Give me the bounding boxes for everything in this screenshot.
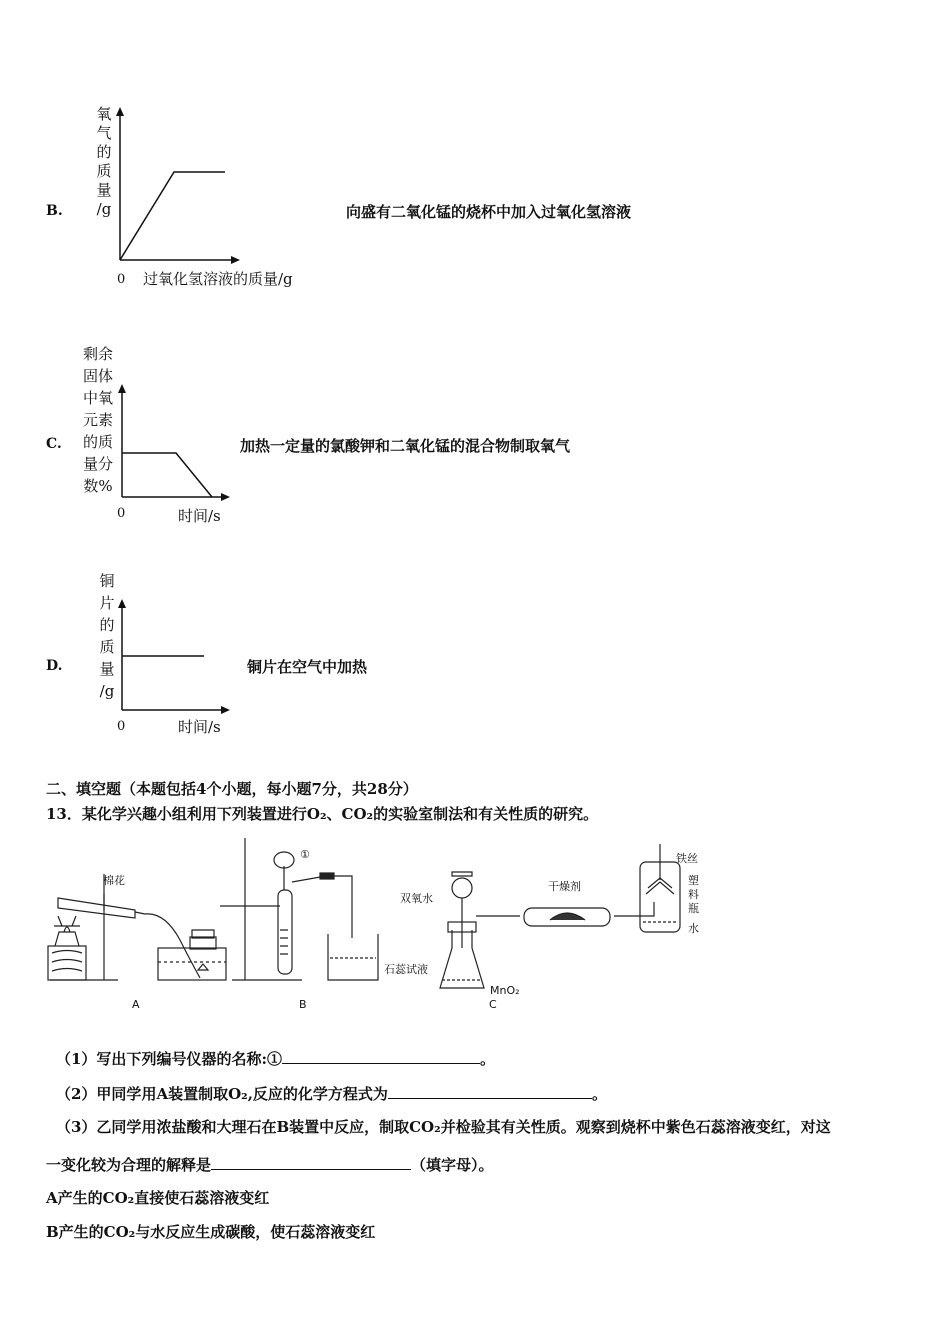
label-mno2: MnO₂	[490, 984, 520, 997]
y-axis-label-part: 数%	[83, 477, 113, 495]
y-axis-label-part: 的	[99, 616, 115, 634]
graph-b-plot	[110, 105, 250, 270]
x-axis-arrow	[221, 706, 230, 714]
graph-description: 加热一定量的氯酸钾和二氧化锰的混合物制取氧气	[240, 437, 571, 455]
flame	[64, 927, 70, 932]
sub-question-2-end: 。	[591, 1085, 607, 1103]
delivery-tube-b	[292, 876, 352, 938]
label-apparatus-b: B	[299, 998, 307, 1011]
apparatus-b	[220, 838, 378, 980]
y-axis-label-part: 中氧	[82, 389, 113, 407]
apparatus-drawing	[40, 838, 730, 1018]
label-apparatus-a: A	[132, 998, 140, 1011]
y-axis-label-part: 片	[99, 594, 115, 612]
sub-question-3-end: （填字母）。	[411, 1156, 494, 1174]
graph-c-plot	[112, 380, 237, 505]
origin-label: 0	[117, 272, 126, 287]
answer-blank-1[interactable]	[282, 1047, 480, 1064]
sub-question-1-text: （1）写出下列编号仪器的名称:①	[56, 1050, 282, 1068]
x-axis-arrow	[221, 493, 230, 501]
y-axis-label-part: /g	[99, 682, 115, 700]
label-cotton: 棉花	[103, 874, 125, 887]
label-circle-1: ①	[300, 848, 310, 861]
sub-question-1	[56, 1047, 495, 1069]
section-title: 二、填空题（本题包括4个小题，每小题7分，共28分）	[46, 780, 418, 798]
sub-question-3-line-2	[46, 1153, 494, 1175]
label-apparatus-c: C	[489, 998, 497, 1011]
label-h2o2: 双氧水	[400, 892, 433, 905]
y-axis-label-part: 量	[99, 660, 115, 678]
y-axis-arrow	[116, 107, 124, 116]
question-13-stem: 13．某化学兴趣小组利用下列装置进行O₂、CO₂的实验室制法和有关性质的研究。	[46, 805, 599, 823]
label-plastic-bottle	[688, 874, 702, 916]
label-iron-wire: 铁丝	[676, 852, 698, 865]
collecting-bottle	[190, 937, 216, 949]
label-water: 水	[688, 922, 699, 935]
x-axis-arrow	[231, 256, 240, 264]
beaker	[328, 934, 378, 980]
y-axis-label-part: 气	[96, 124, 112, 142]
sub-question-2-text: （2）甲同学用A装置制取O₂,反应的化学方程式为	[56, 1085, 388, 1103]
x-axis-label: 过氧化氢溶液的质量/g	[143, 270, 293, 288]
apparatus-figure	[40, 838, 730, 1018]
y-axis-arrow	[118, 384, 126, 393]
y-axis-label-part: 的质	[82, 433, 113, 451]
answer-blank-3[interactable]	[211, 1153, 411, 1170]
option-label: B.	[46, 203, 63, 219]
y-axis-arrow	[118, 599, 126, 608]
delivery-tube-a	[145, 914, 200, 978]
curve-line	[120, 172, 225, 260]
label-desiccant: 干燥剂	[548, 880, 581, 893]
y-axis-label-part: /g	[96, 200, 112, 218]
graph-d-plot	[112, 595, 237, 720]
y-axis-label-part: 质	[99, 638, 115, 656]
choice-a: A产生的CO₂直接使石蕊溶液变红	[46, 1189, 270, 1207]
choice-b: B产生的CO₂与水反应生成碳酸，使石蕊溶液变红	[46, 1223, 376, 1241]
option-label: D.	[46, 658, 63, 674]
sub-question-3-line-1: （3）乙同学用浓盐酸和大理石在B装置中反应，制取CO₂并检验其有关性质。观察到烧杯中紫色石蕊溶液变红，对这	[56, 1118, 831, 1136]
y-axis-label-part: 质	[96, 162, 112, 180]
answer-blank-2[interactable]	[388, 1082, 592, 1099]
origin-label: 0	[117, 506, 126, 521]
graph-description: 铜片在空气中加热	[247, 658, 368, 676]
y-axis-label-part: 铜	[99, 572, 115, 590]
test-tube-a	[58, 898, 135, 918]
y-axis-label-part: 量分	[82, 455, 113, 473]
h2o2-funnel	[452, 878, 472, 898]
sub-question-1-end: 。	[479, 1050, 495, 1068]
apparatus-a	[48, 874, 226, 980]
x-axis-label: 时间/s	[178, 507, 221, 525]
graph-description: 向盛有二氧化锰的烧杯中加入过氧化氢溶液	[346, 203, 632, 221]
curve-line	[122, 453, 212, 497]
sub-question-2	[56, 1082, 607, 1104]
separatory-funnel	[274, 852, 294, 868]
alcohol-lamp	[55, 932, 79, 946]
y-axis-label-part: 剩余	[82, 345, 113, 363]
test-tube-b	[278, 890, 292, 974]
y-axis-label-part: 氧	[96, 105, 112, 123]
option-label: C.	[46, 436, 62, 452]
x-axis-label: 时间/s	[178, 718, 221, 736]
y-axis-label-part: 量	[96, 181, 112, 199]
y-axis-label-part: 的	[96, 143, 112, 161]
label-litmus: 石蕊试液	[384, 963, 428, 976]
origin-label: 0	[117, 719, 126, 734]
y-axis-label-part: 元素	[82, 411, 113, 429]
connector-tube-2	[614, 902, 654, 916]
y-axis-label-part: 固体	[82, 367, 113, 385]
label-plastic-bottle-text: 塑料瓶	[688, 874, 699, 915]
apparatus-c	[440, 844, 680, 988]
sub-question-3-text: 一变化较为合理的解释是	[46, 1156, 212, 1174]
